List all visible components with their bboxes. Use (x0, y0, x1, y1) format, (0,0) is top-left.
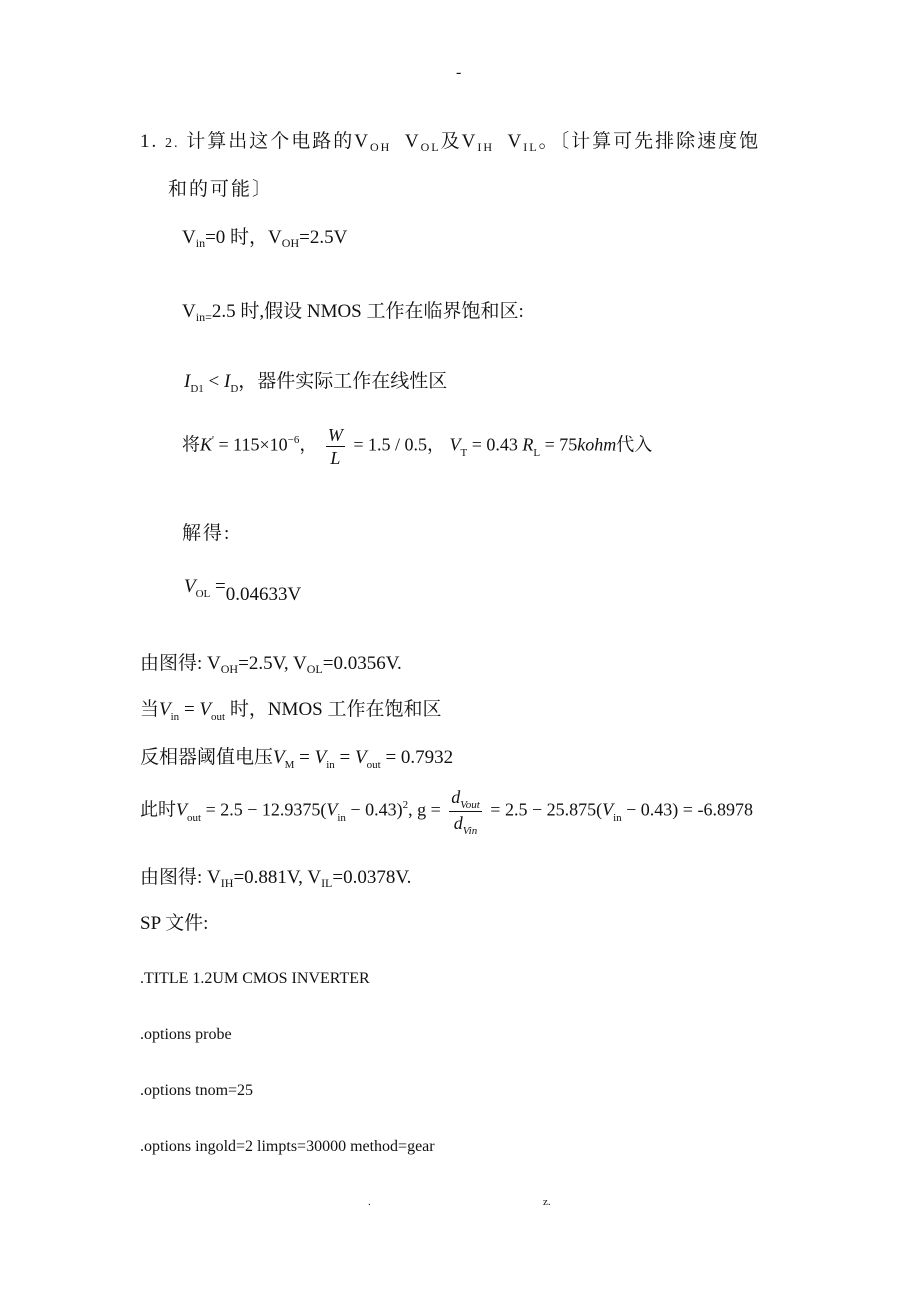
code-line-title: .TITLE 1.2UM CMOS INVERTER (140, 970, 370, 987)
code-line-tnom: .options tnom=25 (140, 1082, 254, 1099)
sp-file-label: SP 文件: (140, 913, 209, 934)
parameter-line: 将$K' = 115\times 10^{-6}$， $\frac{W}{L}$ = 1.5 / 0.5， $V_T = 0.43$ $R_L$ = 75kohm代入 (182, 425, 653, 468)
vin-zero-line: $V_{in}=0$ 时，$V_{OH}=2.5V$ (182, 227, 348, 250)
w-over-l-fraction: $\frac{W}{L}$ (327, 425, 343, 468)
id-compare-line: $I_{D1} < I_D$，器件实际工作在线性区 (184, 371, 448, 395)
question-line-2: 和的可能〕 (168, 179, 274, 200)
footer-right-mark: z. (543, 1196, 551, 1208)
vin-2-5-line: $V_{in=}2.5$ 时,假设 NMOS 工作在临界饱和区: (182, 301, 524, 324)
code-line-ingold: .options ingold=2 limpts=30000 method=gear (140, 1138, 435, 1155)
question-line-1: 1. 2. 计算出这个电路的$V_{OH}$ $V_{OL}$及$V_{IH}$ $V_{IL}$。〔计算可先排除速度饱 (140, 131, 761, 154)
derivative-fraction: $\frac{d_{Vout}}{d_{Vin}}$ (451, 787, 480, 837)
code-line-probe: .options probe (140, 1026, 232, 1043)
saturation-line: 当$V_{in} = V_{out}$ 时，NMOS 工作在饱和区 (140, 699, 442, 723)
footer-left-mark: . (368, 1196, 371, 1208)
graph-result-2: 由图得: $V_{IH}=0.881V$, $V_{IL}=0.0378V$. (140, 867, 412, 890)
vol-result: $V_{OL} =0.04633V$ (184, 576, 302, 605)
graph-result-1: 由图得: $V_{OH}=2.5V$, $V_{OL}=0.0356V$. (140, 653, 402, 676)
header-mark: - (456, 64, 462, 81)
gain-equation-line: 此时$V_{out} = 2.5 - 12.9375(V_{in} - 0.43)^2$, g = $\frac{d_{Vout}}{d_{Vin}}$ = $2.5 - 25.875(V_{in} - 0.43) = -6.8978$ (140, 787, 753, 837)
solve-label: 解得: (182, 523, 232, 544)
threshold-line: 反相器阈值电压$V_M = V_{in} = V_{out} = 0.7932$ (140, 747, 454, 771)
